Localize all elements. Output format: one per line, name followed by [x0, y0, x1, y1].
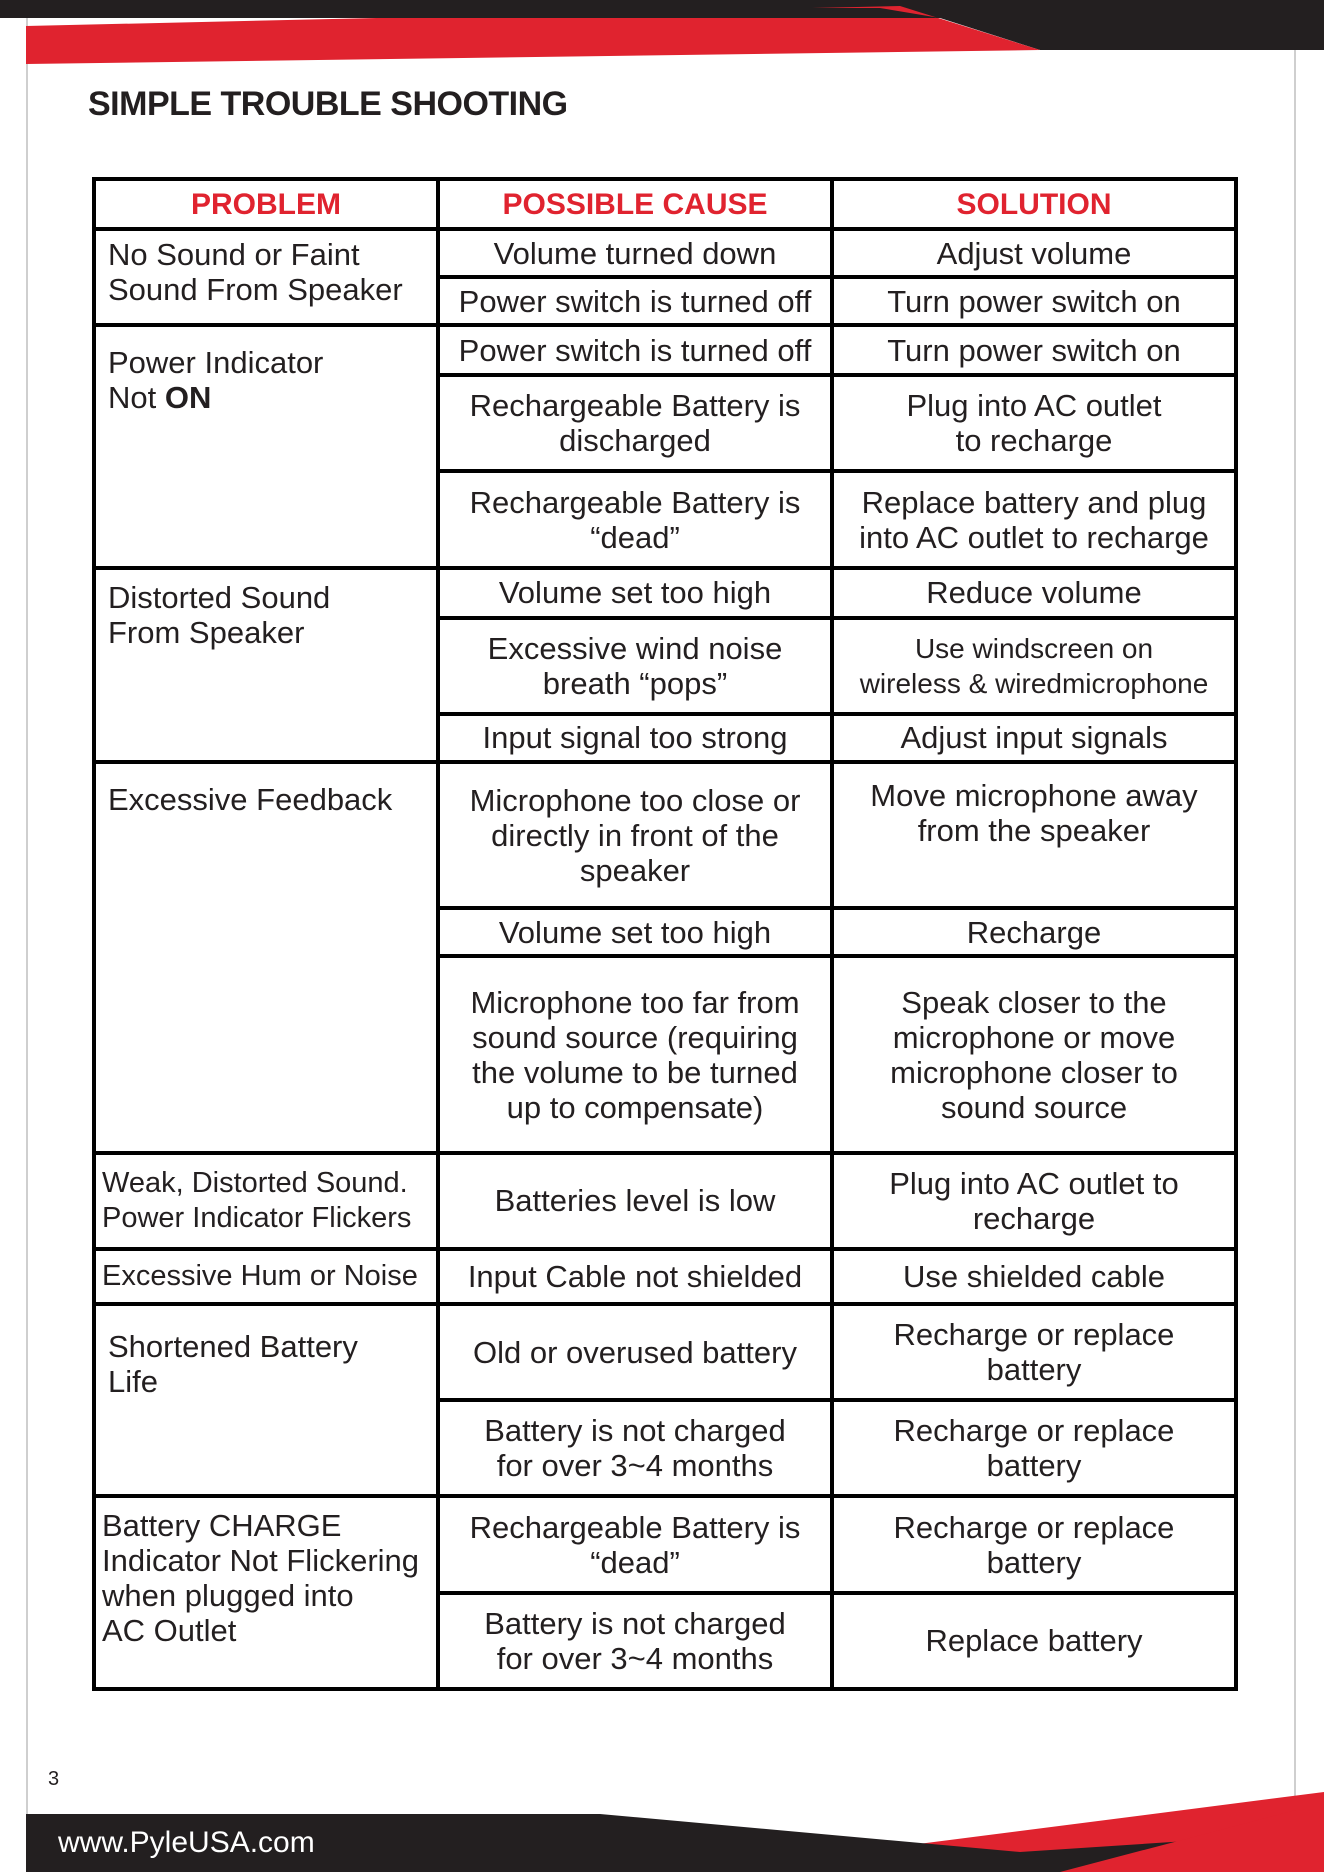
troubleshooting-table: [92, 177, 1238, 1691]
cause-cell: Volume turned down: [438, 229, 832, 277]
solution-cell: Use shielded cable: [832, 1249, 1236, 1304]
header-solution: SOLUTION: [832, 179, 1236, 229]
problem-cell: Excessive Feedback: [94, 762, 438, 1153]
problem-cell: No Sound or Faint Sound From Speaker: [94, 229, 438, 325]
solution-cell: Adjust input signals: [832, 714, 1236, 762]
problem-cell: Excessive Hum or Noise: [94, 1249, 438, 1304]
solution-cell: Plug into AC outlet to recharge: [832, 375, 1236, 471]
cause-cell: Input Cable not shielded: [438, 1249, 832, 1304]
solution-cell: Recharge or replace battery: [832, 1496, 1236, 1592]
solution-cell: Use windscreen on wireless & wiredmicrophone: [832, 618, 1236, 714]
cause-cell: Rechargeable Battery is “dead”: [438, 471, 832, 567]
header-cause: POSSIBLE CAUSE: [438, 179, 832, 229]
solution-cell: Replace battery: [832, 1593, 1236, 1689]
problem-cell: Battery CHARGE Indicator Not Flickering when plugged into AC Outlet: [94, 1496, 438, 1689]
cause-cell: Power switch is turned off: [438, 325, 832, 375]
solution-cell: Recharge or replace battery: [832, 1400, 1236, 1496]
problem-text: Power Indicator Not: [108, 345, 324, 416]
solution-cell: Recharge: [832, 908, 1236, 956]
table-row: [94, 325, 1236, 375]
header-dark-edge: [0, 8, 940, 18]
problem-cell: Shortened Battery Life: [94, 1304, 438, 1496]
table-row: [94, 1304, 1236, 1400]
solution-cell: Turn power switch on: [832, 325, 1236, 375]
cause-cell: Excessive wind noise breath “pops”: [438, 618, 832, 714]
header-band: [0, 0, 1324, 70]
solution-cell: Turn power switch on: [832, 277, 1236, 325]
cause-cell: Input signal too strong: [438, 714, 832, 762]
solution-cell: Reduce volume: [832, 568, 1236, 618]
solution-cell: Recharge or replace battery: [832, 1304, 1236, 1400]
table-header-row: [94, 179, 1236, 229]
cause-cell: Microphone too far from sound source (requiring the volume to be turned up to compensate): [438, 956, 832, 1152]
table-row: [94, 229, 1236, 277]
problem-emphasis: ON: [164, 380, 212, 416]
table-row: [94, 568, 1236, 618]
cause-cell: Batteries level is low: [438, 1153, 832, 1249]
table-row: [94, 1249, 1236, 1304]
solution-cell: Plug into AC outlet to recharge: [832, 1153, 1236, 1249]
solution-cell: Replace battery and plug into AC outlet to recharge: [832, 471, 1236, 567]
solution-cell: Move microphone away from the speaker: [832, 762, 1236, 908]
cause-cell: Battery is not charged for over 3~4 months: [438, 1400, 832, 1496]
cause-cell: Battery is not charged for over 3~4 months: [438, 1593, 832, 1689]
cause-cell: Volume set too high: [438, 568, 832, 618]
cause-cell: Rechargeable Battery is “dead”: [438, 1496, 832, 1592]
cause-cell: Microphone too close or directly in front of the speaker: [438, 762, 832, 908]
table-row: [94, 762, 1236, 908]
table-row: [94, 1496, 1236, 1592]
cause-cell: Power switch is turned off: [438, 277, 832, 325]
solution-cell: Adjust volume: [832, 229, 1236, 277]
problem-cell: Weak, Distorted Sound. Power Indicator Flickers: [94, 1153, 438, 1249]
page-title: SIMPLE TROUBLE SHOOTING: [88, 85, 568, 123]
page-number: 3: [48, 1768, 60, 1790]
cause-cell: Old or overused battery: [438, 1304, 832, 1400]
problem-cell: Distorted Sound From Speaker: [94, 568, 438, 762]
cause-cell: Rechargeable Battery is discharged: [438, 375, 832, 471]
footer-website-link[interactable]: www.PyleUSA.com: [58, 1826, 315, 1859]
header-problem: PROBLEM: [94, 179, 438, 229]
cause-cell: Volume set too high: [438, 908, 832, 956]
table-row: [94, 1153, 1236, 1249]
problem-cell: [94, 325, 438, 567]
solution-cell: Speak closer to the microphone or move microphone closer to sound source: [832, 956, 1236, 1152]
